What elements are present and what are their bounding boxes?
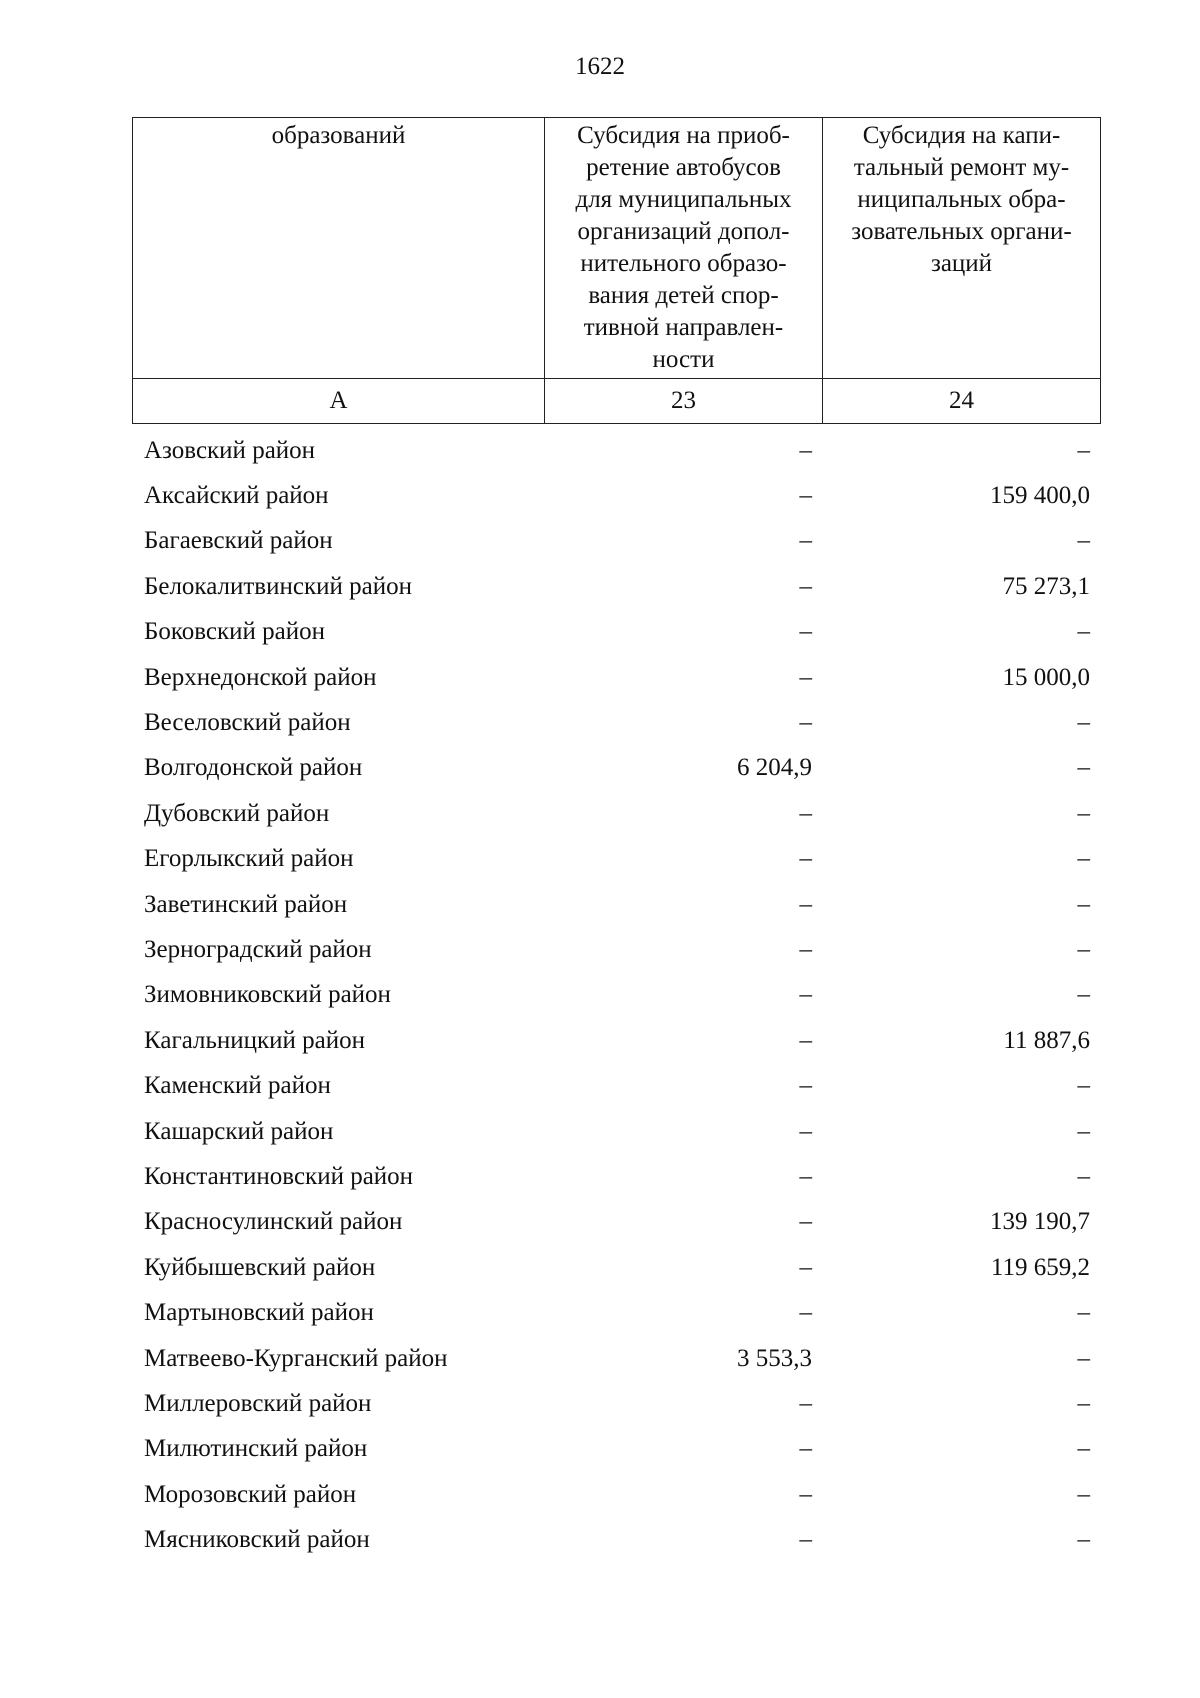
district-name: Миллеровский район [144, 1389, 372, 1417]
repair-subsidy-value: 139 190,7 [990, 1208, 1090, 1236]
table-header [132, 117, 1101, 424]
district-name: Волгодонской район [144, 754, 363, 782]
bus-subsidy-value: – [799, 618, 812, 646]
district-name: Зерноградский район [144, 935, 372, 963]
bus-subsidy-value: – [799, 890, 812, 918]
bus-subsidy-value: – [799, 1526, 812, 1554]
table-row [132, 927, 1100, 972]
bus-subsidy-value: – [799, 663, 812, 691]
bus-subsidy-value: – [799, 1389, 812, 1417]
bus-subsidy-value: – [799, 572, 812, 600]
table-row [132, 564, 1100, 609]
repair-subsidy-value: 159 400,0 [990, 482, 1090, 510]
district-name: Багаевский район [144, 527, 333, 555]
table-row [132, 1336, 1100, 1381]
header-cell-repair-subsidy: Субсидия на капи- тальный ремонт му- ниципальных обра- зовательных органи- заций [823, 118, 1101, 379]
table-row [132, 610, 1100, 655]
repair-subsidy-value: 11 887,6 [1003, 1026, 1090, 1054]
bus-subsidy-value: – [799, 1026, 812, 1054]
table-row [132, 700, 1100, 745]
table-row [132, 1200, 1100, 1245]
repair-subsidy-value: – [1077, 799, 1090, 827]
table-row [132, 519, 1100, 564]
district-name: Заветинский район [144, 890, 348, 918]
district-name: Константиновский район [144, 1162, 414, 1190]
district-name: Боковский район [144, 618, 325, 646]
table-row [132, 473, 1100, 518]
table-row [132, 973, 1100, 1018]
repair-subsidy-value: – [1077, 845, 1090, 873]
bus-subsidy-value: – [799, 436, 812, 464]
table-row [132, 1063, 1100, 1108]
district-name: Веселовский район [144, 709, 351, 737]
table-row [132, 882, 1100, 927]
table-row [132, 837, 1100, 882]
district-name: Аксайский район [144, 482, 329, 510]
bus-subsidy-value: – [799, 799, 812, 827]
repair-subsidy-value: – [1077, 1344, 1090, 1372]
repair-subsidy-value: 119 659,2 [990, 1253, 1090, 1281]
repair-subsidy-value: – [1077, 618, 1090, 646]
repair-subsidy-value: – [1077, 1072, 1090, 1100]
district-name: Красносулинский район [144, 1208, 403, 1236]
bus-subsidy-value: – [799, 1162, 812, 1190]
table-row [132, 1245, 1100, 1290]
repair-subsidy-value: – [1077, 890, 1090, 918]
bus-subsidy-value: 3 553,3 [737, 1344, 812, 1372]
table-row [132, 791, 1100, 836]
bus-subsidy-value: – [799, 1208, 812, 1236]
header-cell-municipality: образований [133, 118, 545, 379]
column-index-a: А [133, 379, 545, 424]
district-name: Верхнедонской район [144, 663, 377, 691]
repair-subsidy-value: 75 273,1 [1002, 572, 1090, 600]
repair-subsidy-value: 15 000,0 [1002, 663, 1090, 691]
bus-subsidy-value: – [799, 1435, 812, 1463]
repair-subsidy-value: – [1077, 709, 1090, 737]
table-row [132, 655, 1100, 700]
table-row [132, 1290, 1100, 1335]
repair-subsidy-value: – [1077, 1526, 1090, 1554]
table-row [132, 1427, 1100, 1472]
district-name: Егорлыкский район [144, 845, 354, 873]
bus-subsidy-value: – [799, 981, 812, 1009]
repair-subsidy-value: – [1077, 1162, 1090, 1190]
column-index-24: 24 [823, 379, 1101, 424]
district-name: Морозовский район [144, 1480, 357, 1508]
bus-subsidy-value: – [799, 845, 812, 873]
table-row [132, 1018, 1100, 1063]
table-row [132, 1517, 1100, 1562]
table-row [132, 1472, 1100, 1517]
table-row [132, 1154, 1100, 1199]
repair-subsidy-value: – [1077, 981, 1090, 1009]
column-index-row [133, 379, 1101, 424]
district-name: Милютинский район [144, 1435, 368, 1463]
bus-subsidy-value: – [799, 1299, 812, 1327]
district-name: Дубовский район [144, 799, 330, 827]
table-row [132, 746, 1100, 791]
district-name: Куйбышевский район [144, 1253, 376, 1281]
district-name: Матвеево-Курганский район [144, 1344, 448, 1372]
bus-subsidy-value: – [799, 1072, 812, 1100]
repair-subsidy-value: – [1077, 1435, 1090, 1463]
bus-subsidy-value: – [799, 1117, 812, 1145]
district-name: Белокалитвинский район [144, 572, 412, 600]
repair-subsidy-value: – [1077, 527, 1090, 555]
column-index-23: 23 [545, 379, 823, 424]
bus-subsidy-value: – [799, 482, 812, 510]
repair-subsidy-value: – [1077, 754, 1090, 782]
table-row [132, 1381, 1100, 1426]
table-body [132, 428, 1100, 1563]
district-name: Кагальницкий район [144, 1026, 366, 1054]
district-name: Кашарский район [144, 1117, 334, 1145]
bus-subsidy-value: 6 204,9 [737, 754, 812, 782]
repair-subsidy-value: – [1077, 1117, 1090, 1145]
repair-subsidy-value: – [1077, 1389, 1090, 1417]
bus-subsidy-value: – [799, 1253, 812, 1281]
repair-subsidy-value: – [1077, 1299, 1090, 1327]
header-cell-bus-subsidy: Субсидия на приоб- ретение автобусов для муниципальных организаций допол- нительного образо- вания детей спор- тивной направлен- ности [545, 118, 823, 379]
district-name: Каменский район [144, 1072, 331, 1100]
district-name: Мясниковский район [144, 1526, 370, 1554]
table-row [132, 1109, 1100, 1154]
bus-subsidy-value: – [799, 1480, 812, 1508]
table-row [132, 428, 1100, 473]
repair-subsidy-value: – [1077, 1480, 1090, 1508]
bus-subsidy-value: – [799, 935, 812, 963]
bus-subsidy-value: – [799, 709, 812, 737]
district-name: Азовский район [144, 436, 316, 464]
repair-subsidy-value: – [1077, 935, 1090, 963]
bus-subsidy-value: – [799, 527, 812, 555]
repair-subsidy-value: – [1077, 436, 1090, 464]
header-row [133, 118, 1101, 379]
district-name: Зимовниковский район [144, 981, 391, 1009]
page-number: 1622 [575, 53, 625, 80]
district-name: Мартыновский район [144, 1299, 374, 1327]
